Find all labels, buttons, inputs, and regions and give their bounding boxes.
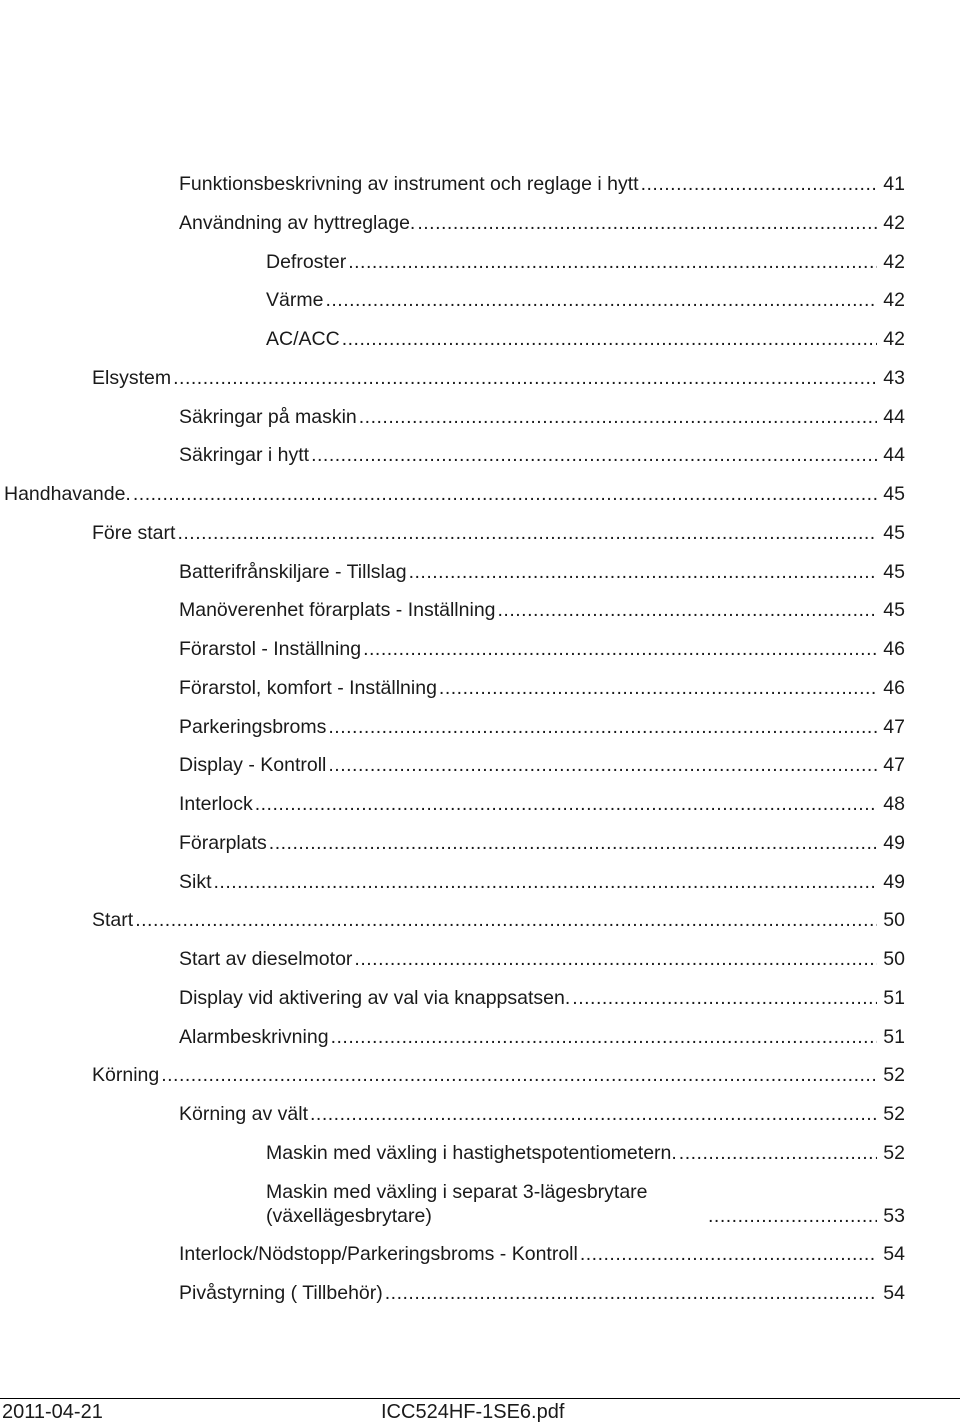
toc-entry-title: Användning av hyttreglage. xyxy=(179,212,416,234)
toc-entry-title: Säkringar på maskin xyxy=(179,406,357,428)
toc-entry[interactable] xyxy=(179,986,905,1010)
footer-filename: ICC524HF-1SE6.pdf xyxy=(381,1401,565,1423)
toc-entry[interactable] xyxy=(179,1102,905,1126)
toc-entry-page: 42 xyxy=(883,289,905,311)
toc-entry[interactable] xyxy=(179,1242,905,1266)
toc-entry-page: 41 xyxy=(883,173,905,195)
dot-leader xyxy=(439,676,877,700)
dot-leader xyxy=(363,637,877,661)
toc-entry[interactable] xyxy=(92,366,905,390)
toc-entry-page: 53 xyxy=(883,1205,905,1227)
toc-entry-page: 51 xyxy=(883,1026,905,1048)
toc-entry-title: Batterifrånskiljare - Tillslag xyxy=(179,561,407,583)
dot-leader xyxy=(385,1281,877,1305)
toc-entry-title: Säkringar i hytt xyxy=(179,444,310,466)
dot-leader xyxy=(255,792,877,816)
toc-entry-title: Alarmbeskrivning xyxy=(179,1026,329,1048)
dot-leader xyxy=(331,1025,877,1049)
toc-entry-page: 42 xyxy=(883,251,905,273)
toc-entry-page: 51 xyxy=(883,987,905,1009)
toc-entry[interactable] xyxy=(179,598,905,622)
dot-leader xyxy=(133,482,877,506)
toc-entry[interactable] xyxy=(4,482,905,506)
toc-entry[interactable] xyxy=(179,1025,905,1049)
toc-entry-page: 47 xyxy=(883,716,905,738)
toc-entry[interactable] xyxy=(179,870,905,894)
toc-entry-title: Funktionsbeskrivning av instrument och reglage i hytt xyxy=(179,173,639,195)
toc-entry-title: Värme xyxy=(266,289,324,311)
toc-entry-page: 50 xyxy=(883,909,905,931)
toc-entry-title: Förarstol - Inställning xyxy=(179,638,362,660)
toc-entry-title: Före start xyxy=(92,522,176,544)
toc-entry-page: 45 xyxy=(883,561,905,583)
toc-entry-page: 54 xyxy=(883,1282,905,1304)
toc-entry-title: Defroster xyxy=(266,251,347,273)
toc-entry-page: 45 xyxy=(883,522,905,544)
toc-entry-title: Körning av vält xyxy=(179,1103,308,1125)
toc-entry-title: Maskin med växling i separat 3-lägesbrytare (växellägesbrytare) xyxy=(266,1181,648,1227)
toc-entry[interactable] xyxy=(92,908,905,932)
dot-leader xyxy=(328,753,877,777)
toc-entry-title: Display vid aktivering av val via knappsatsen. xyxy=(179,987,571,1009)
toc-entry-page: 54 xyxy=(883,1243,905,1265)
toc-entry-page: 52 xyxy=(883,1064,905,1086)
toc-entry-title: Maskin med växling i hastighetspotentiometern. xyxy=(266,1142,677,1164)
toc-entry[interactable] xyxy=(266,288,905,312)
dot-leader xyxy=(328,715,877,739)
toc-entry-page: 42 xyxy=(883,328,905,350)
toc-entry[interactable] xyxy=(179,637,905,661)
toc-entry[interactable] xyxy=(179,405,905,429)
toc-entry-title: Manöverenhet förarplats - Inställning xyxy=(179,599,496,621)
dot-leader xyxy=(214,870,877,894)
toc-entry-page: 42 xyxy=(883,212,905,234)
toc-entry[interactable] xyxy=(92,1063,905,1087)
dot-leader xyxy=(572,986,877,1010)
dot-leader xyxy=(708,1204,877,1228)
toc-entry-title: Körning xyxy=(92,1064,160,1086)
dot-leader xyxy=(354,947,877,971)
toc-entry-page: 48 xyxy=(883,793,905,815)
dot-leader xyxy=(135,908,877,932)
footer-date: 2011-04-21 xyxy=(2,1401,103,1423)
toc-entry-title: Start av dieselmotor xyxy=(179,948,353,970)
toc-entry-title: Start xyxy=(92,909,134,931)
dot-leader xyxy=(580,1242,877,1266)
dot-leader xyxy=(325,288,877,312)
dot-leader xyxy=(498,598,877,622)
dot-leader xyxy=(177,521,877,545)
toc-entry[interactable] xyxy=(179,211,905,235)
toc-entry[interactable] xyxy=(179,676,905,700)
toc-entry-page: 49 xyxy=(883,871,905,893)
toc-entry-page: 44 xyxy=(883,444,905,466)
dot-leader xyxy=(310,1102,877,1126)
toc-entry[interactable] xyxy=(179,172,905,196)
dot-leader xyxy=(173,366,877,390)
toc-entry-page: 46 xyxy=(883,638,905,660)
toc-entry-page: 43 xyxy=(883,367,905,389)
toc-entry-page: 52 xyxy=(883,1103,905,1125)
dot-leader xyxy=(417,211,877,235)
dot-leader xyxy=(269,831,877,855)
toc-entry[interactable] xyxy=(179,947,905,971)
toc-entry[interactable] xyxy=(179,831,905,855)
toc-entry[interactable] xyxy=(266,1141,905,1165)
dot-leader xyxy=(342,327,877,351)
toc-entry-page: 52 xyxy=(883,1142,905,1164)
toc-entry-page: 44 xyxy=(883,406,905,428)
dot-leader xyxy=(311,443,877,467)
toc-entry[interactable] xyxy=(179,1281,905,1305)
toc-entry-title: Pivåstyrning ( Tillbehör) xyxy=(179,1282,383,1304)
dot-leader xyxy=(359,405,877,429)
toc-entry[interactable] xyxy=(179,792,905,816)
toc-entry-page: 45 xyxy=(883,483,905,505)
toc-entry-page: 49 xyxy=(883,832,905,854)
toc-entry[interactable] xyxy=(92,521,905,545)
toc-entry-title: Interlock xyxy=(179,793,253,815)
toc-entry-title: Handhavande. xyxy=(4,483,131,505)
toc-entry-page: 50 xyxy=(883,948,905,970)
toc-entry-title: Parkeringsbroms xyxy=(179,716,327,738)
toc-entry-title: Display - Kontroll xyxy=(179,754,327,776)
toc-entry-title: Förarstol, komfort - Inställning xyxy=(179,677,437,699)
toc-entry[interactable] xyxy=(266,327,905,351)
toc-entry[interactable] xyxy=(266,250,905,274)
toc-entry-title: Förarplats xyxy=(179,832,267,854)
toc-entry-page: 47 xyxy=(883,754,905,776)
toc-entry[interactable] xyxy=(179,560,905,584)
dot-leader xyxy=(679,1141,877,1165)
toc-entry[interactable] xyxy=(179,753,905,777)
toc-entry-title: Interlock/Nödstopp/Parkeringsbroms - Kontroll xyxy=(179,1243,578,1265)
dot-leader xyxy=(161,1063,877,1087)
toc-entry-title: Sikt xyxy=(179,871,212,893)
toc-entry[interactable] xyxy=(266,1180,905,1228)
dot-leader xyxy=(409,560,877,584)
toc-entry-title: Elsystem xyxy=(92,367,172,389)
dot-leader xyxy=(348,250,877,274)
toc-entry-page: 46 xyxy=(883,677,905,699)
toc-entry[interactable] xyxy=(179,443,905,467)
toc-entry[interactable] xyxy=(179,715,905,739)
toc-entry-page: 45 xyxy=(883,599,905,621)
dot-leader xyxy=(641,172,877,196)
toc-entry-title: AC/ACC xyxy=(266,328,340,350)
